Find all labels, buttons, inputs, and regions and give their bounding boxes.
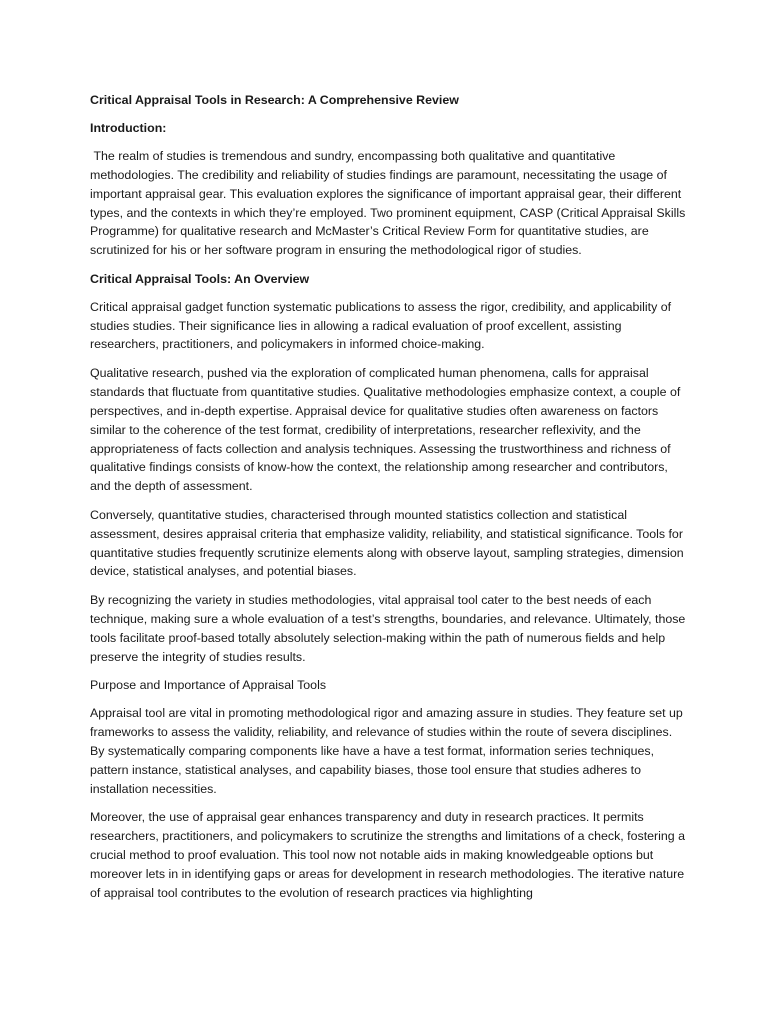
- intro-heading: Introduction:: [90, 120, 167, 135]
- purpose-paragraph: Appraisal tool are vital in promoting methodological rigor and amazing assure in studies. They feature set up frameworks to assess the validity, reliability, and relevance of studies within the route of severa disciplines. By systematically comparing components like have a have a test format, information series techniques, pattern instance, statistical analyses, and capability biases, those tool ensure that studies adheres to installation necessities.: [90, 706, 683, 796]
- overview-paragraph: Conversely, quantitative studies, characterised through mounted statistics collection and statistical assessment, desires appraisal criteria that emphasize validity, reliability, and statistical significance. Tools for quantitative studies frequently scrutinize elements along with observe layout, sampling strategies, dimension device, statistical analyses, and potential biases.: [90, 507, 684, 579]
- overview-paragraph: Qualitative research, pushed via the exploration of complicated human phenomena, calls for appraisal standards that fluctuate from quantitative studies. Qualitative methodologies emphasize context, a couple of perspectives, and in-depth expertise. Appraisal device for qualitative studies often awareness on factors similar to the coherence of the test format, credibility of interpretations, researcher reflexivity, and the appropriateness of facts collection and analysis techniques. Assessing the trustworthiness and richness of qualitative findings consists of know-how the context, the relationship among researcher and contributors, and the depth of assessment.: [90, 365, 681, 494]
- overview-paragraph: Critical appraisal gadget function systematic publications to assess the rigor, credibility, and applicability of studies studies. Their significance lies in allowing a radical evaluation of proof excellent, assisting researchers, practitioners, and policymakers in informed choice-making.: [90, 299, 672, 352]
- document-title: Critical Appraisal Tools in Research: A Comprehensive Review: [90, 93, 459, 107]
- purpose-paragraph: Moreover, the use of appraisal gear enhances transparency and duty in research practices. It permits researchers, practitioners, and policymakers to scrutinize the strengths and limitations of a check, fostering a crucial method to proof evaluation. This tool now not notable aids in making knowledgeable options but moreover lets in in identifying gaps or areas for development in research methodologies. The iterative nature of appraisal tool contributes to the evolution of research practices via highlighting: [90, 810, 686, 901]
- document-page: [90, 91, 689, 1024]
- purpose-heading: Purpose and Importance of Appraisal Tools: [90, 677, 327, 692]
- overview-heading: Critical Appraisal Tools: An Overview: [90, 271, 310, 286]
- overview-paragraph: By recognizing the variety in studies methodologies, vital appraisal tool cater to the best needs of each technique, making sure a whole evaluation of a test’s strengths, boundaries, and relevance. Ultimately, those tools facilitate proof-based totally absolutely selection-making within the path of numerous fields and help preserve the integrity of studies results.: [90, 592, 686, 664]
- intro-paragraph: The realm of studies is tremendous and sundry, encompassing both qualitative and quantitative methodologies. The credibility and reliability of studies findings are paramount, necessitating the usage of important appraisal gear. This evaluation explores the significance of important appraisal gear, their different types, and the contexts in which they’re employed. Two prominent equipment, CASP (Critical Appraisal Skills Programme) for qualitative research and McMaster’s Critical Review Form for quantitative studies, are scrutinized for his or her software program in ensuring the methodological rigor of studies.: [90, 148, 689, 258]
